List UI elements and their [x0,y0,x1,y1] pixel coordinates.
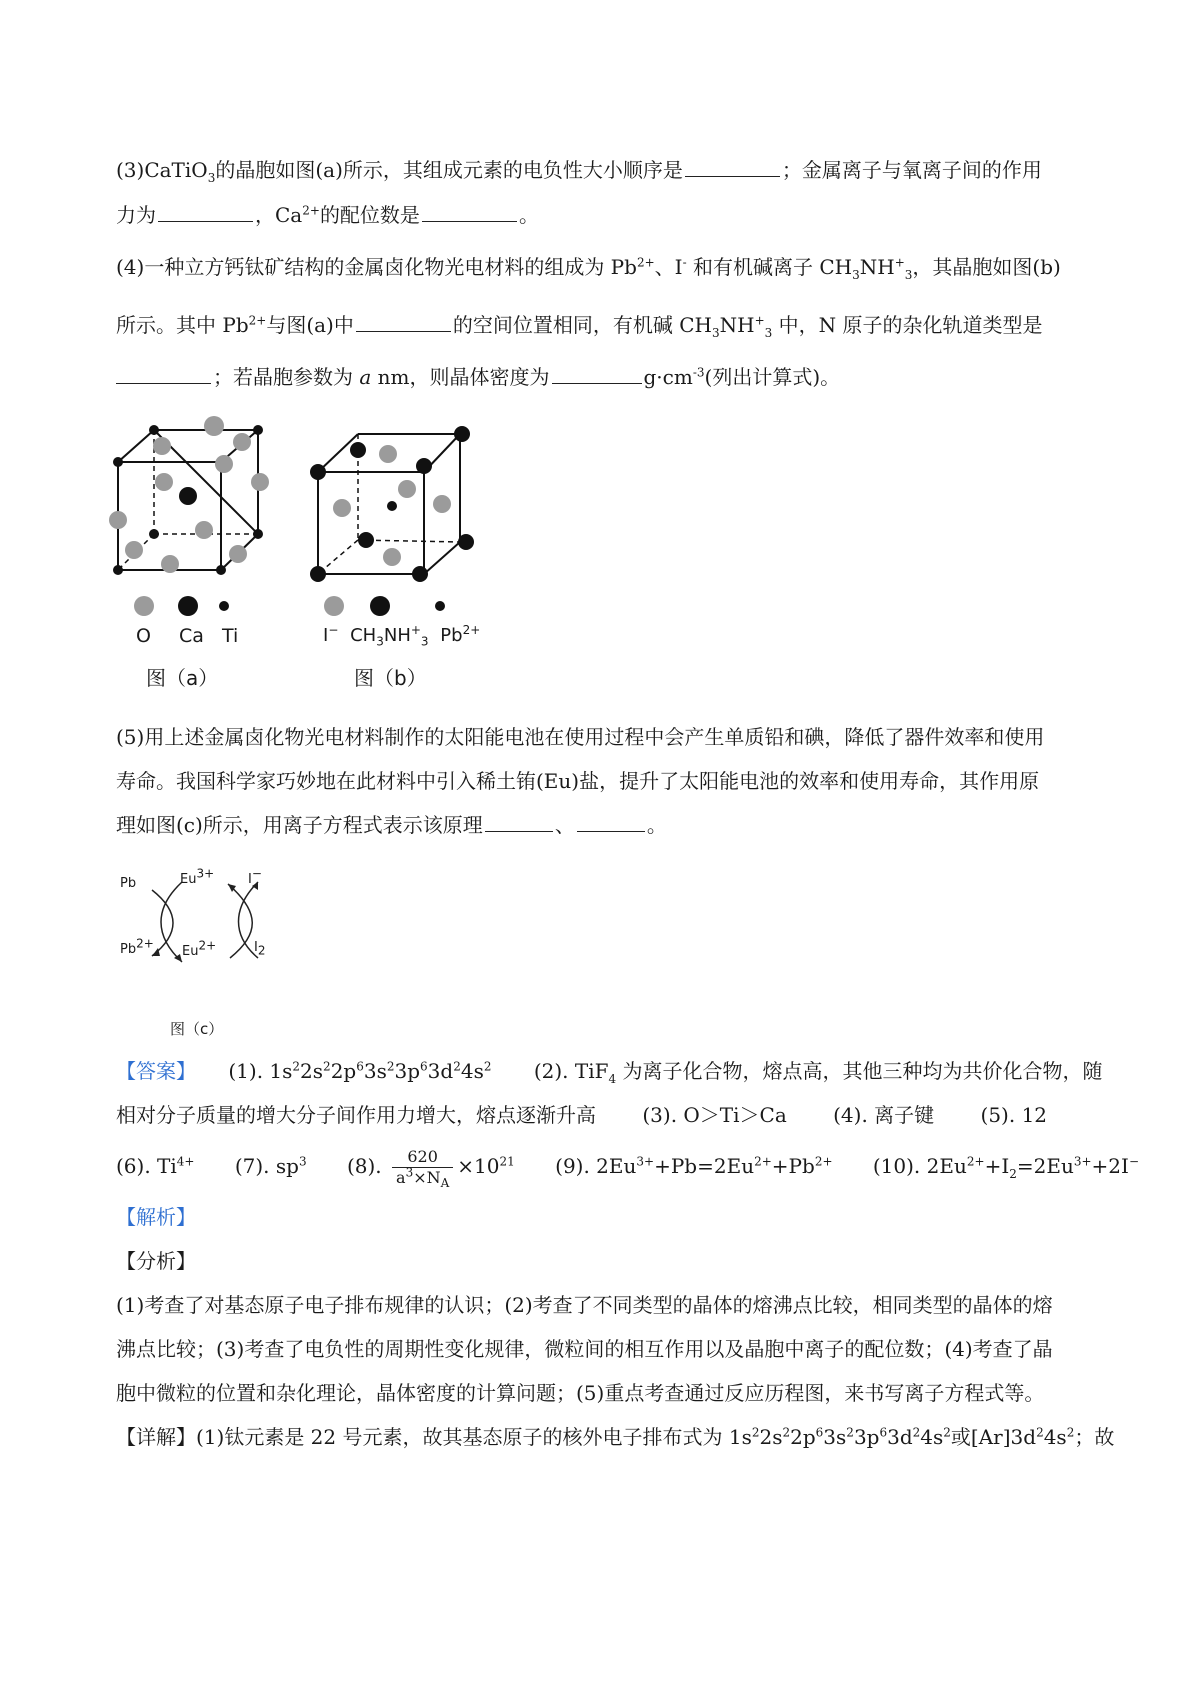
label-eu2 [182,938,217,959]
a9-text: +Pb [771,1154,815,1178]
superscript: 2 [483,1059,492,1074]
q4-text: 所示。其中 Pb [116,313,249,337]
superscript: 2 [386,1059,395,1074]
label-iodide [248,866,262,887]
superscript: 2+ [136,936,154,951]
q3-text: (3)CaTiO [116,158,208,182]
figure-a-caption: 图（a） [146,666,219,690]
subscript: 3 [376,634,384,649]
superscript: + [894,255,905,270]
answer-blank[interactable] [116,363,211,384]
legend-icons-b [316,594,456,624]
detail-text: ；故 [1074,1425,1115,1449]
superscript: 2 [751,1425,760,1440]
superscript: 2 [1036,1425,1044,1440]
superscript: -3 [692,365,705,380]
superscript: 2+ [966,1154,985,1169]
q4-text: ，其晶胞如图(b) [912,255,1061,279]
superscript: 2+ [198,938,217,953]
detail-tag: 【详解】 [116,1425,196,1449]
a10-text: +I [984,1154,1010,1178]
q4-text: (列出计算式)。 [704,365,841,389]
q4-text: NH [859,255,895,279]
subscript: 2 [1009,1167,1017,1181]
legend-icons-a [120,594,250,624]
q4-text: 、I [654,255,683,279]
answer-4: (4). 离子键 [833,1103,935,1127]
superscript: 3+ [196,866,215,881]
density-fraction [392,1147,453,1191]
label-eu2-text: Eu [182,944,199,959]
answer-line-2 [116,1100,1101,1130]
q4-text: 和有机碱离子 CH [686,255,853,279]
q4-text: ；若晶胞参数为 [213,365,360,389]
legend-oxygen: O [136,625,151,647]
label-i2 [254,940,266,958]
legend-labels-b [323,623,503,649]
superscript: 2 [912,1425,921,1440]
a10-text: +2I [1091,1154,1129,1178]
superscript: + [754,313,765,328]
q3-subscript: 3 [207,171,216,185]
q3-line-1 [116,155,1101,185]
figure-b-caption: 图（b） [354,666,427,690]
legend-nh: NH [383,625,411,646]
label-i-text: I [248,872,252,887]
answer-blank[interactable] [422,201,517,222]
superscript: 2+ [814,1154,833,1169]
a6-text: (6). Ti [116,1154,177,1178]
subscript: 3 [711,326,720,340]
a9-text: (9). 2Eu [555,1154,637,1178]
orbital: 4s [460,1059,484,1083]
detail-line-1 [116,1422,1115,1452]
answer-blank[interactable] [552,363,642,384]
label-pb2-text: Pb [120,942,137,957]
answer-8-label: (8). [346,1154,382,1178]
orbital: 3d [887,1425,913,1449]
answer-blank[interactable] [158,201,253,222]
a10-text: =2Eu [1016,1154,1074,1178]
superscript: 6 [420,1059,428,1074]
subscript: 3 [904,268,913,282]
legend-iodide [323,625,338,646]
orbital: 2p [790,1425,816,1449]
superscript: 2+ [636,255,655,270]
answer-6 [116,1154,194,1178]
a9-text: +Pb=2Eu [654,1154,755,1178]
superscript: − [328,623,339,637]
q3-line-2 [116,200,1101,230]
detail-text: (1)钛元素是 22 号元素，故其基态原子的核外电子排布式为 1s [196,1425,752,1449]
superscript: 3+ [1073,1154,1092,1169]
q4-text: 的空间位置相同，有机碱 CH [452,313,712,337]
answer-blank[interactable] [356,311,451,332]
figure-c-caption: 图（c） [170,1020,224,1038]
superscript: 2 [1066,1425,1075,1440]
den-a: a [396,1168,406,1187]
orbital: 3s [363,1059,387,1083]
subscript: 3 [852,268,860,282]
superscript: 21 [499,1154,515,1169]
answer-9 [555,1154,832,1178]
subscript: 4 [608,1072,617,1086]
superscript: − [251,866,262,881]
q4-text: 与图(a)中 [266,313,354,337]
q4-line-2 [116,310,1101,340]
superscript: 2+ [248,313,267,328]
times-ten: ×10 [457,1154,500,1178]
q4-text: 中，N 原子的杂化轨道类型是 [772,313,1043,337]
subscript: A [440,1176,450,1191]
a1-label: (1). 1s [228,1059,293,1083]
q5-text: 、 [554,813,575,837]
q3-text: ；金属离子与氧离子间的作用 [781,158,1042,182]
superscript: + [410,623,421,637]
superscript: 2 [943,1425,951,1440]
label-i2-text: I [254,940,258,955]
q3-text: ，Ca [255,203,303,227]
q3-text: 的配位数是 [319,203,420,227]
legend-calcium: Ca [179,625,204,647]
reaction-cycle-diagram [140,872,300,972]
answer-blank[interactable] [577,811,645,832]
orbital: 4s [920,1425,944,1449]
legend-ch: CH [350,625,377,646]
answer-line-3 [116,1140,1139,1192]
a2-text: 为离子化合物，熔点高，其他三种均为共价化合物，随 [616,1059,1103,1083]
answer-2 [533,1059,1103,1086]
unit-cell-a-diagram [106,412,291,587]
answer-7 [235,1154,307,1178]
answer-5: (5). 12 [980,1103,1048,1127]
analysis-line-3: 胞中微粒的位置和杂化理论，晶体密度的计算问题；(5)重点考查通过反应历程图，来书写离子方程式等。 [116,1381,1045,1405]
fraction-denominator [392,1165,453,1191]
q3-superscript: 2+ [302,203,320,218]
q4-line-1 [116,252,1101,282]
q5-line-3 [116,810,1101,840]
superscript: 3 [405,1165,414,1180]
answer-blank[interactable] [485,811,553,832]
superscript: 6 [879,1425,888,1440]
superscript: 2+ [754,1154,772,1169]
superscript: 2 [782,1425,791,1440]
label-eu3 [180,866,215,887]
legend-pb: Pb [440,625,463,646]
superscript: 3+ [636,1154,655,1169]
lattice-parameter: a [359,365,372,389]
orbital: 2p [330,1059,357,1083]
a7-text: (7). sp [234,1154,299,1178]
legend-labels-a [136,625,276,647]
den-b: ×N [413,1168,441,1187]
subscript: 3 [420,634,429,649]
orbital: 3d [427,1059,454,1083]
q5-text: 理如图(c)所示，用离子方程式表示该原理 [116,813,483,837]
legend-titanium: Ti [221,625,239,647]
label-pb2 [120,936,154,957]
a2-text: (2). TiF [533,1059,609,1083]
q4-text: g·cm [643,365,693,389]
answer-blank[interactable] [685,156,780,177]
q4-text: NH [719,313,755,337]
detail-text: 4s [1043,1425,1067,1449]
answer-tag: 【答案】 [116,1059,196,1083]
subscript: 2 [257,943,266,958]
legend-iodide-text: I [323,625,329,646]
a2-continued: 相对分子质量的增大分子间作用力增大，熔点逐渐升高 [116,1103,596,1127]
analysis-line-1: (1)考查了对基态原子电子排布规律的认识；(2)考查了不同类型的晶体的熔沸点比较，相同类型的晶体的熔 [116,1293,1053,1317]
answer-3: (3). O＞Ti＞Ca [642,1103,787,1127]
answer-10 [872,1154,1139,1181]
analysis-line-2: 沸点比较；(3)考查了电负性的周期性变化规律，微粒间的相互作用以及晶胞中离子的配位数；(4)考查了晶 [116,1337,1053,1361]
orbital: 3p [394,1059,421,1083]
q5-line-2: 寿命。我国科学家巧妙地在此材料中引入稀土铕(Eu)盐，提升了太阳能电池的效率和使用寿命，其作用原 [116,769,1040,793]
superscript: - [682,255,687,270]
orbital: 2s [300,1059,324,1083]
superscript: 6 [815,1425,824,1440]
superscript: 2+ [462,623,481,637]
q5-line-1: (5)用上述金属卤化物光电材料制作的太阳能电池在使用过程中会产生单质铅和碘，降低了器件效率和使用 [116,725,1045,749]
orbital: 3s [823,1425,847,1449]
superscript: − [1128,1154,1139,1169]
q4-text: (4)一种立方钙钛矿结构的金属卤化物光电材料的组成为 Pb [116,255,637,279]
q3-text: 的晶胞如图(a)所示，其组成元素的电负性大小顺序是 [215,158,683,182]
fraction-numerator: 620 [392,1147,453,1168]
analysis-tag: 【解析】 [116,1205,196,1229]
label-pb: Pb [120,876,137,891]
q3-text: 。 [518,203,539,227]
superscript: 2 [453,1059,461,1074]
superscript: 2 [323,1059,331,1074]
q4-line-3 [116,362,1101,392]
superscript: 3 [298,1154,307,1169]
legend-methylammonium [350,623,429,649]
orbital: 2s [759,1425,783,1449]
superscript: 2 [292,1059,301,1074]
superscript: 6 [356,1059,364,1074]
unit-cell-b-diagram [302,412,487,592]
superscript: 4+ [176,1154,195,1169]
detail-text: 或[Ar]3d [950,1425,1037,1449]
superscript: 2 [846,1425,854,1440]
q5-text: 。 [646,813,667,837]
answer-1 [228,1059,491,1083]
orbital: 3p [853,1425,880,1449]
subscript: 3 [764,326,773,340]
q3-text: 力为 [116,203,156,227]
a10-text: (10). 2Eu [872,1154,967,1178]
legend-lead [440,625,480,646]
answer-line-1 [116,1056,1101,1086]
q4-text: nm，则晶体密度为 [371,365,550,389]
analysis-sub-tag: 【分析】 [116,1249,196,1273]
label-eu3-text: Eu [180,872,197,887]
